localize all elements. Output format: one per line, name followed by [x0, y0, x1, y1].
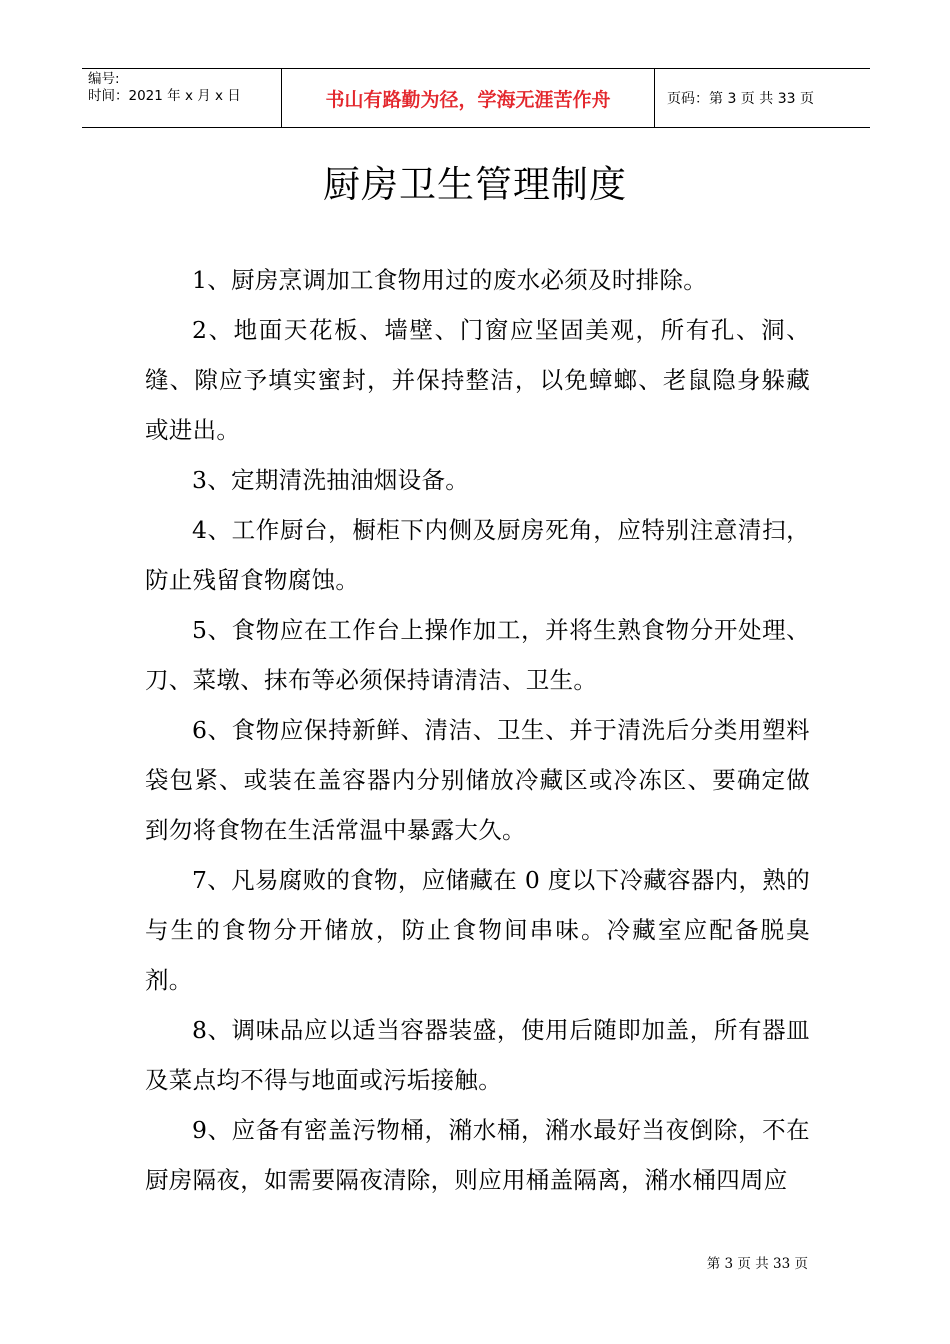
paragraph: 8、调味品应以适当容器装盛，使用后随即加盖，所有器皿及菜点均不得与地面或污垢接触。 — [145, 1016, 810, 1094]
number-label: 编号: — [88, 71, 120, 87]
header-page-info: 页码：第 3 页 共 33 页 — [667, 91, 814, 107]
paragraph: 7、凡易腐败的食物，应储藏在 0 度以下冷藏容器内，熟的与生的食物分开储放，防止食物间串味。冷藏室应配备脱臭剂。 — [145, 866, 810, 994]
paragraph: 5、食物应在工作台上操作加工，并将生熟食物分开处理、刀、菜墩、抹布等必须保持请清洁、卫生。 — [145, 616, 810, 694]
document-body — [145, 255, 810, 1205]
paragraph: 6、食物应保持新鲜、清洁、卫生、并于清洗后分类用塑料袋包紧、或装在盖容器内分别储放冷藏区或冷冻区、要确定做到勿将食物在生活常温中暴露大久。 — [145, 716, 810, 844]
paragraph: 2、地面天花板、墙壁、门窗应坚固美观，所有孔、洞、缝、隙应予填实蜜封，并保持整洁，以免蟑螂、老鼠隐身躲藏或进出。 — [145, 316, 810, 444]
header-motto: 书山有路勤为径，学海无涯苦作舟 — [282, 69, 655, 127]
time-label: 时间：2021 年 x 月 x 日 — [88, 88, 241, 104]
paragraph: 3、定期清洗抽油烟设备。 — [192, 466, 470, 494]
paragraph: 9、应备有密盖污物桶，潲水桶，潲水最好当夜倒除，不在厨房隔夜，如需要隔夜清除，则应用桶盖隔离，潲水桶四周应 — [145, 1116, 810, 1194]
page-header — [82, 68, 870, 128]
document-title: 厨房卫生管理制度 — [323, 163, 627, 206]
paragraph: 4、工作厨台，橱柜下内侧及厨房死角，应特别注意清扫，防止残留食物腐蚀。 — [145, 516, 810, 594]
paragraph: 1、厨房烹调加工食物用过的废水必须及时排除。 — [192, 266, 708, 294]
page-footer: 第 3 页 共 33 页 — [706, 1256, 808, 1272]
header-meta — [82, 69, 282, 127]
